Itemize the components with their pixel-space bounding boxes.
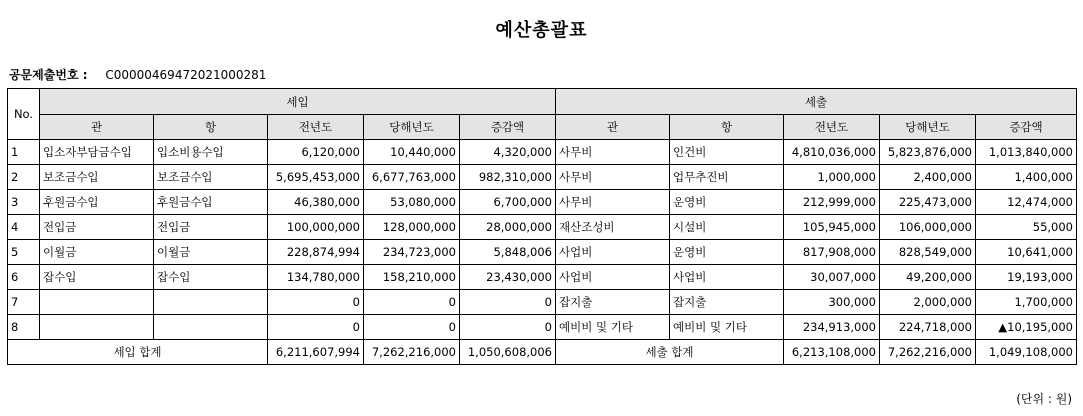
header-col: 증감액	[976, 115, 1077, 140]
cell-r-curr: 234,723,000	[364, 240, 460, 265]
cell-e-diff: 10,641,000	[976, 240, 1077, 265]
cell-r-curr: 53,080,000	[364, 190, 460, 215]
doc-number-label: 공문제출번호 :	[9, 68, 88, 82]
table-row	[8, 315, 1077, 340]
doc-number	[9, 66, 266, 83]
cell-r-hang: 이월금	[154, 240, 268, 265]
cell-r-hang: 잡수입	[154, 265, 268, 290]
cell-no: 5	[8, 240, 40, 265]
cell-e-prev: 1,000,000	[784, 165, 880, 190]
table-row	[8, 215, 1077, 240]
cell-r-curr: 0	[364, 315, 460, 340]
header-col: 관	[556, 115, 670, 140]
header-expense: 세출	[556, 89, 1077, 115]
cell-no: 8	[8, 315, 40, 340]
table-row	[8, 290, 1077, 315]
cell-r-diff: 23,430,000	[460, 265, 556, 290]
cell-r-gwan: 잡수입	[40, 265, 154, 290]
table-row	[8, 140, 1077, 165]
cell-r-hang: 보조금수입	[154, 165, 268, 190]
cell-e-diff: 12,474,000	[976, 190, 1077, 215]
cell-e-diff: 55,000	[976, 215, 1077, 240]
cell-no: 2	[8, 165, 40, 190]
total-r-label: 세입 합계	[8, 340, 268, 365]
header-revenue: 세입	[40, 89, 556, 115]
cell-e-curr: 106,000,000	[880, 215, 976, 240]
cell-r-prev: 0	[268, 290, 364, 315]
cell-e-hang: 업무추진비	[670, 165, 784, 190]
cell-e-prev: 4,810,036,000	[784, 140, 880, 165]
cell-e-hang: 운영비	[670, 240, 784, 265]
cell-e-hang: 예비비 및 기타	[670, 315, 784, 340]
cell-e-prev: 212,999,000	[784, 190, 880, 215]
cell-r-diff: 4,320,000	[460, 140, 556, 165]
cell-r-prev: 46,380,000	[268, 190, 364, 215]
header-col: 전년도	[268, 115, 364, 140]
cell-no: 4	[8, 215, 40, 240]
cell-e-diff: 1,013,840,000	[976, 140, 1077, 165]
unit-note: (단위 : 원)	[1016, 392, 1072, 406]
total-e-curr: 7,262,216,000	[880, 340, 976, 365]
total-r-diff: 1,050,608,006	[460, 340, 556, 365]
cell-e-diff: 1,400,000	[976, 165, 1077, 190]
cell-e-hang: 시설비	[670, 215, 784, 240]
cell-e-gwan: 사무비	[556, 140, 670, 165]
cell-e-curr: 225,473,000	[880, 190, 976, 215]
cell-e-curr: 828,549,000	[880, 240, 976, 265]
total-e-prev: 6,213,108,000	[784, 340, 880, 365]
cell-r-prev: 5,695,453,000	[268, 165, 364, 190]
page-title: 예산총괄표	[495, 20, 588, 41]
header-row-columns	[8, 115, 1077, 140]
cell-e-hang: 잡지출	[670, 290, 784, 315]
header-col: 관	[40, 115, 154, 140]
cell-e-prev: 300,000	[784, 290, 880, 315]
cell-no: 6	[8, 265, 40, 290]
budget-summary-table	[7, 88, 1077, 365]
cell-r-curr: 6,677,763,000	[364, 165, 460, 190]
cell-e-prev: 105,945,000	[784, 215, 880, 240]
cell-e-hang: 사업비	[670, 265, 784, 290]
header-no: No.	[8, 89, 40, 140]
cell-e-prev: 817,908,000	[784, 240, 880, 265]
cell-e-curr: 49,200,000	[880, 265, 976, 290]
cell-r-gwan: 보조금수입	[40, 165, 154, 190]
cell-r-curr: 158,210,000	[364, 265, 460, 290]
table-row	[8, 190, 1077, 215]
cell-no: 3	[8, 190, 40, 215]
cell-e-diff: ▲10,195,000	[976, 315, 1077, 340]
cell-r-prev: 0	[268, 315, 364, 340]
cell-e-gwan: 사업비	[556, 265, 670, 290]
cell-r-curr: 0	[364, 290, 460, 315]
cell-r-diff: 0	[460, 290, 556, 315]
header-row-group	[8, 89, 1077, 115]
cell-r-prev: 6,120,000	[268, 140, 364, 165]
cell-e-gwan: 사무비	[556, 190, 670, 215]
total-r-curr: 7,262,216,000	[364, 340, 460, 365]
cell-r-diff: 28,000,000	[460, 215, 556, 240]
cell-r-prev: 100,000,000	[268, 215, 364, 240]
cell-r-gwan	[40, 290, 154, 315]
cell-r-curr: 128,000,000	[364, 215, 460, 240]
cell-r-diff: 5,848,006	[460, 240, 556, 265]
cell-r-hang	[154, 290, 268, 315]
total-e-diff: 1,049,108,000	[976, 340, 1077, 365]
cell-e-gwan: 사업비	[556, 240, 670, 265]
header-col: 전년도	[784, 115, 880, 140]
cell-r-diff: 982,310,000	[460, 165, 556, 190]
cell-e-gwan: 사무비	[556, 165, 670, 190]
cell-r-diff: 6,700,000	[460, 190, 556, 215]
cell-e-gwan: 잡지출	[556, 290, 670, 315]
cell-r-hang: 입소비용수입	[154, 140, 268, 165]
cell-r-hang	[154, 315, 268, 340]
cell-no: 7	[8, 290, 40, 315]
cell-r-gwan: 전입금	[40, 215, 154, 240]
total-r-prev: 6,211,607,994	[268, 340, 364, 365]
doc-number-value: C00000469472021000281	[105, 68, 267, 82]
cell-r-hang: 전입금	[154, 215, 268, 240]
cell-r-gwan: 이월금	[40, 240, 154, 265]
cell-r-gwan	[40, 315, 154, 340]
cell-r-hang: 후원금수입	[154, 190, 268, 215]
cell-e-diff: 1,700,000	[976, 290, 1077, 315]
table-row	[8, 165, 1077, 190]
table-row	[8, 240, 1077, 265]
totals-row	[8, 340, 1077, 365]
header-col: 항	[670, 115, 784, 140]
cell-r-diff: 0	[460, 315, 556, 340]
cell-r-gwan: 입소자부담금수입	[40, 140, 154, 165]
cell-e-gwan: 예비비 및 기타	[556, 315, 670, 340]
cell-r-curr: 10,440,000	[364, 140, 460, 165]
cell-r-prev: 134,780,000	[268, 265, 364, 290]
cell-r-prev: 228,874,994	[268, 240, 364, 265]
header-col: 당해년도	[364, 115, 460, 140]
cell-e-curr: 224,718,000	[880, 315, 976, 340]
cell-e-curr: 2,400,000	[880, 165, 976, 190]
cell-e-diff: 19,193,000	[976, 265, 1077, 290]
total-e-label: 세출 합계	[556, 340, 784, 365]
cell-e-gwan: 재산조성비	[556, 215, 670, 240]
header-col: 증감액	[460, 115, 556, 140]
cell-r-gwan: 후원금수입	[40, 190, 154, 215]
cell-e-hang: 인건비	[670, 140, 784, 165]
cell-e-hang: 운영비	[670, 190, 784, 215]
cell-e-prev: 234,913,000	[784, 315, 880, 340]
header-col: 항	[154, 115, 268, 140]
table-row	[8, 265, 1077, 290]
cell-no: 1	[8, 140, 40, 165]
cell-e-curr: 2,000,000	[880, 290, 976, 315]
header-col: 당해년도	[880, 115, 976, 140]
cell-e-curr: 5,823,876,000	[880, 140, 976, 165]
cell-e-prev: 30,007,000	[784, 265, 880, 290]
